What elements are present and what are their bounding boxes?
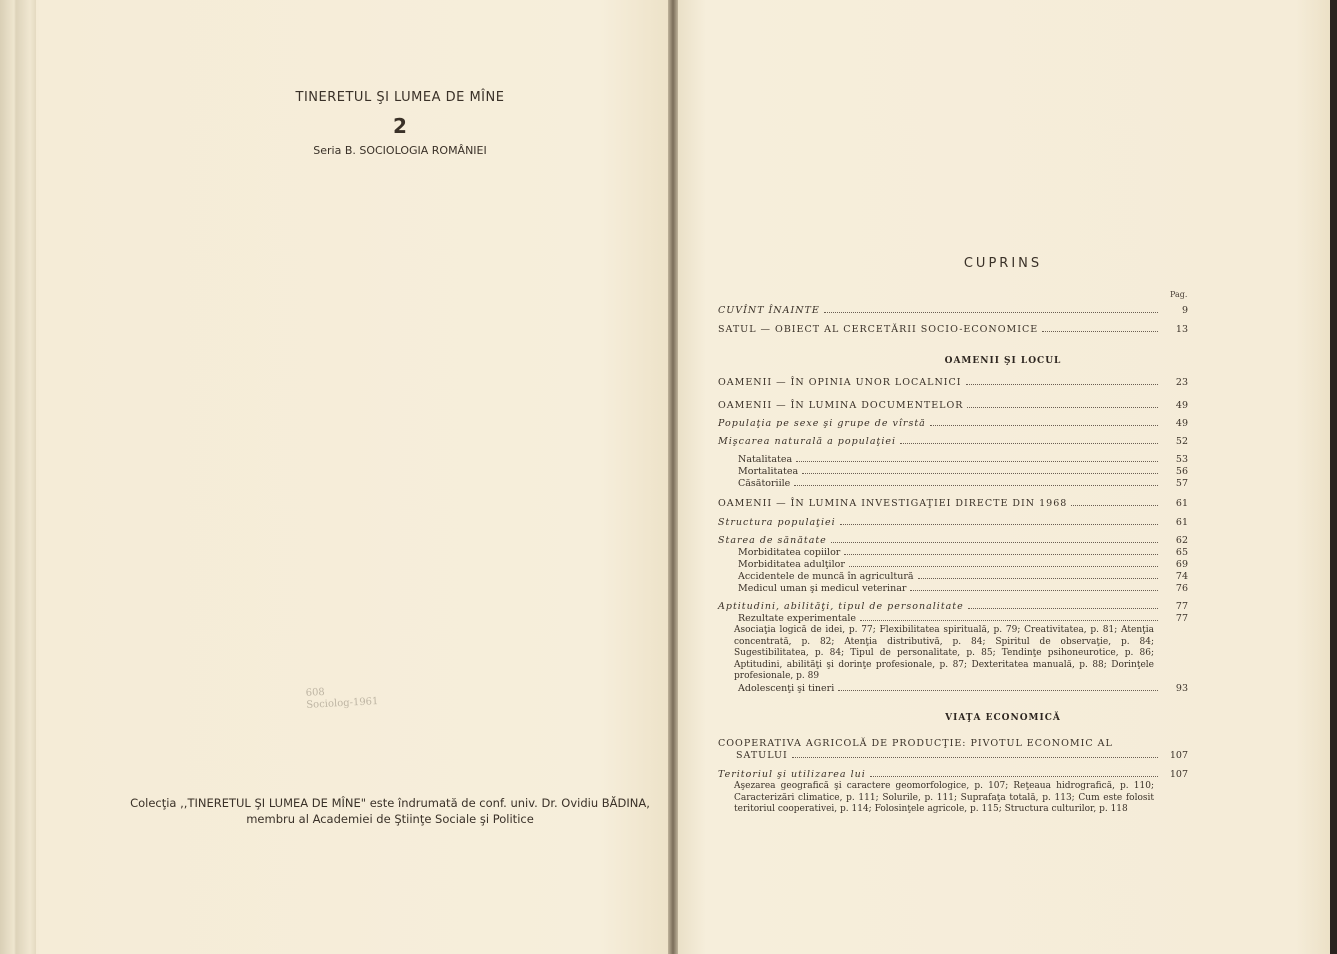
- leader-dots: [831, 541, 1158, 543]
- toc-entry-label: SATUL — OBIECT AL CERCETĂRII SOCIO-ECONOMICE: [718, 324, 1039, 335]
- leader-dots: [1071, 504, 1158, 506]
- toc-entry-label: OAMENII — ÎN LUMINA DOCUMENTELOR: [718, 400, 964, 411]
- toc-entry: [718, 517, 1188, 528]
- leader-dots: [824, 311, 1158, 313]
- toc-entry: [718, 750, 1188, 761]
- toc-entry-page: 69: [1175, 559, 1188, 570]
- toc-entry-label: Natalitatea: [738, 454, 793, 465]
- leader-dots: [900, 442, 1158, 444]
- toc-entry-label: Mişcarea naturală a populaţiei: [718, 436, 897, 447]
- toc-entry-label: Rezultate experimentale: [738, 613, 857, 624]
- leader-dots: [968, 607, 1158, 609]
- book-gutter: [668, 0, 678, 954]
- toc-entry: [738, 478, 1188, 489]
- section-heading-people: OAMENII ŞI LOCUL: [944, 356, 1062, 366]
- stamp-line-1: 608: [305, 686, 326, 699]
- page-column-label: Pag.: [1170, 290, 1188, 299]
- toc-heading: CUPRINS: [963, 256, 1043, 271]
- series-subtitle: Seria B. SOCIOLOGIA ROMÂNIEI: [313, 144, 487, 157]
- leader-dots: [794, 484, 1158, 486]
- toc-entry-page: 62: [1175, 535, 1188, 546]
- toc-entry-page: 49: [1175, 418, 1188, 429]
- toc-entry-label: Starea de sănătate: [718, 535, 827, 546]
- toc-entry: [718, 377, 1188, 388]
- leader-dots: [796, 460, 1158, 462]
- leader-dots: [792, 756, 1158, 758]
- toc-entry: [738, 559, 1188, 570]
- toc-entry: [718, 769, 1188, 780]
- toc-entry-page: 53: [1175, 454, 1188, 465]
- toc-entry-page: 107: [1169, 769, 1188, 780]
- toc-entry-page: 23: [1175, 377, 1188, 388]
- toc-entry-page: 93: [1175, 683, 1188, 694]
- toc-entry-page: 77: [1175, 613, 1188, 624]
- toc-entry-page: 61: [1175, 498, 1188, 509]
- leader-dots: [966, 383, 1158, 385]
- toc-entry-page: 52: [1175, 436, 1188, 447]
- leader-dots: [918, 577, 1158, 579]
- toc-entry-label: OAMENII — ÎN OPINIA UNOR LOCALNICI: [718, 377, 962, 388]
- toc-entry: [718, 305, 1188, 316]
- toc-entry: [718, 436, 1188, 447]
- toc-entry-page: 57: [1175, 478, 1188, 489]
- toc-entry: [738, 547, 1188, 558]
- library-stamp: [305, 684, 378, 712]
- leader-dots: [930, 424, 1158, 426]
- leader-dots: [844, 553, 1158, 555]
- toc-entry: [718, 400, 1188, 411]
- toc-entry-label: Adolescenţi şi tineri: [738, 683, 835, 694]
- toc-entry: [738, 466, 1188, 477]
- subtopics-territory: Aşezarea geografică şi caractere geomorfologice, p. 107; Reţeaua hidrografică, p. 110; Caracterizări climatice, p. 111; Solurile, p. 111; Suprafaţa totală, p. 113; Cum este folosit teritoriul cooperativei, p. 114; Folosinţele agricole, p. 115; Structura culturilor, p. 118: [734, 781, 1154, 815]
- toc-entry-label: Aptitudini, abilităţi, tipul de personalitate: [718, 601, 964, 612]
- leader-dots: [802, 472, 1158, 474]
- toc-entry-page: 107: [1169, 750, 1188, 761]
- series-number: 2: [393, 114, 407, 138]
- toc-entry: [718, 535, 1188, 546]
- toc-entry-label: OAMENII — ÎN LUMINA INVESTIGAŢIEI DIRECTE DIN 1968: [718, 498, 1068, 509]
- toc-entry-label: Accidentele de muncă în agricultură: [738, 571, 914, 582]
- toc-entry-label: Morbiditatea copiilor: [738, 547, 841, 558]
- collection-note-line-1: Colecţia ,,TINERETUL ŞI LUMEA DE MÎNE" este îndrumată de conf. univ. Dr. Ovidiu BĂDINA,: [130, 796, 650, 810]
- toc-entry: [718, 738, 1188, 749]
- leader-dots: [967, 406, 1158, 408]
- stamp-line-2: Sociolog-1961: [306, 696, 379, 711]
- toc-entry-label: SATULUI: [736, 750, 788, 761]
- toc-entry-label: Teritoriul şi utilizarea lui: [718, 769, 866, 780]
- toc-entry-label: Căsătoriile: [738, 478, 791, 489]
- toc-entry-page: 74: [1175, 571, 1188, 582]
- toc-entry-label: Medicul uman şi medicul veterinar: [738, 583, 907, 594]
- toc-entry-page: 56: [1175, 466, 1188, 477]
- toc-entry-label: Morbiditatea adulţilor: [738, 559, 845, 570]
- leader-dots: [1042, 330, 1158, 332]
- collection-note: [120, 795, 660, 827]
- toc-entry-page: 61: [1175, 517, 1188, 528]
- toc-entry: [738, 683, 1188, 694]
- toc-entry-page: 49: [1175, 400, 1188, 411]
- toc-entry-label: Mortalitatea: [738, 466, 799, 477]
- toc-entry: [718, 601, 1188, 612]
- toc-entry: [718, 498, 1188, 509]
- toc-entry: [718, 324, 1188, 335]
- toc-entry: [738, 613, 1188, 624]
- leader-dots: [840, 523, 1158, 525]
- section-heading-economy: VIAŢA ECONOMICĂ: [945, 713, 1061, 723]
- toc-entry-page: 13: [1175, 324, 1188, 335]
- toc-entry-label: Structura populaţiei: [718, 517, 836, 528]
- toc-entry: [738, 583, 1188, 594]
- leader-dots: [849, 565, 1158, 567]
- leader-dots: [838, 689, 1158, 691]
- toc-entry-label: Populaţia pe sexe şi grupe de vîrstă: [718, 418, 926, 429]
- toc-entry: [718, 418, 1188, 429]
- toc-entry-page: 9: [1181, 305, 1188, 316]
- leader-dots: [860, 619, 1158, 621]
- collection-note-line-2: membru al Academiei de Ştiinţe Sociale şi Politice: [246, 812, 534, 826]
- toc-entry-page: 65: [1175, 547, 1188, 558]
- leader-dots: [870, 775, 1158, 777]
- toc-entry: [738, 454, 1188, 465]
- toc-entry-page: 77: [1175, 601, 1188, 612]
- toc-entry-page: 76: [1175, 583, 1188, 594]
- toc-entry-label: CUVÎNT ÎNAINTE: [718, 305, 820, 316]
- leader-dots: [910, 589, 1158, 591]
- toc-entry-label: COOPERATIVA AGRICOLĂ DE PRODUCŢIE: PIVOTUL ECONOMIC AL: [718, 738, 1113, 749]
- toc-entry: [738, 571, 1188, 582]
- series-title: TINERETUL ŞI LUMEA DE MÎNE: [295, 90, 505, 105]
- subtopics-aptitudes: Asociaţia logică de idei, p. 77; Flexibilitatea spirituală, p. 79; Creativitatea, p. 81; Atenţia concentrată, p. 82; Atenţia distributivă, p. 84; Spiritul de observaţie, p. 84; Sugestibilitatea, p. 84; Tipul de personalitate, p. 85; Tendinţe psihoneurotice, p. 86; Aptitudini, abilităţi şi dorinţe profesionale, p. 87; Dexteritatea manuală, p. 88; Dorinţele profesionale, p. 89: [734, 625, 1154, 682]
